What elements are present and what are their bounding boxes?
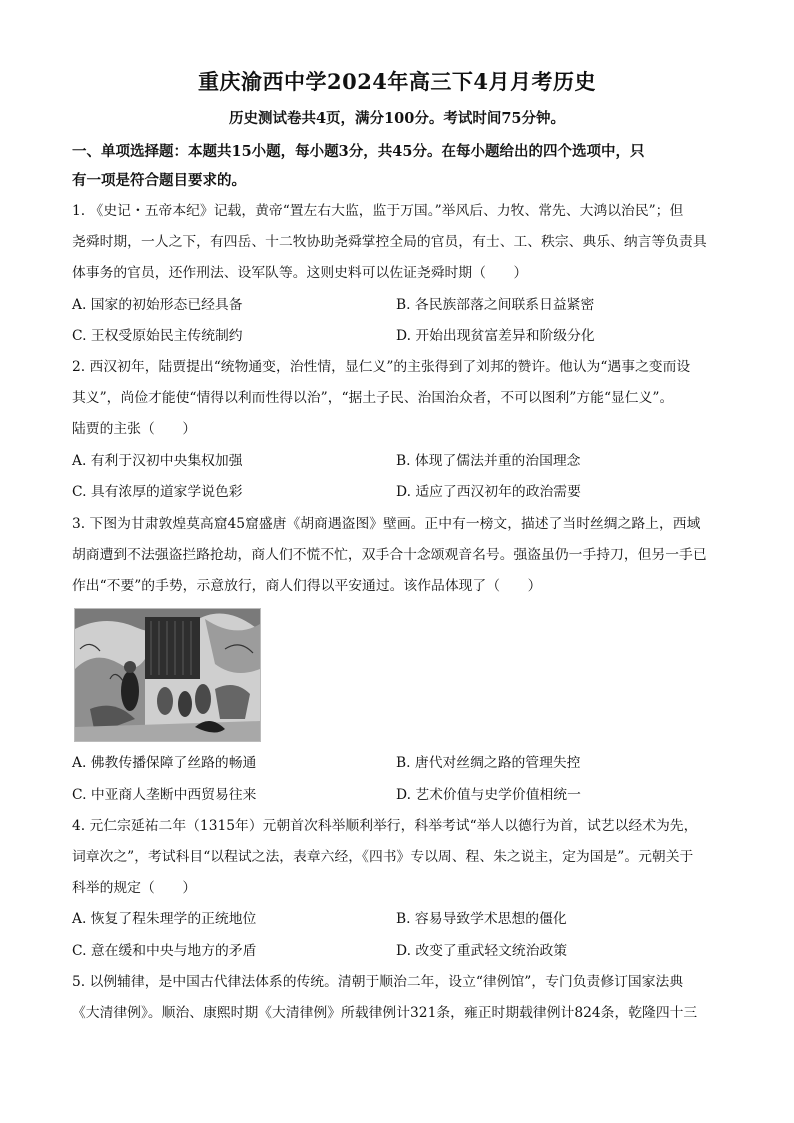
q2-stem-line-1: 2. 西汉初年，陆贾提出“统物通变，治性情，显仁义”的主张得到了刘邦的赞许。他认为“遇事之变而设 [72, 359, 691, 375]
q2-option-d[interactable]: D. 适应了西汉初年的政治需要 [396, 484, 581, 500]
q2-option-c[interactable]: C. 具有浓厚的道家学说色彩 [72, 484, 243, 500]
mural-image [74, 608, 261, 742]
q1-option-a[interactable]: A. 国家的初始形态已经具备 [72, 297, 243, 313]
q4-option-c[interactable]: C. 意在缓和中央与地方的矛盾 [72, 943, 257, 959]
exam-subtitle: 历史测试卷共4页，满分100分。考试时间75分钟。 [228, 110, 566, 127]
q1-stem-line-1: 1. 《史记・五帝本纪》记载，黄帝“置左右大监，监于万国。”举风后、力牧、常先、大鸿以治民”；但 [72, 203, 684, 219]
q4-stem-line-2: 词章次之”，考试科目“以程试之法，表章六经，《四书》专以周、程、朱之说主，定为国是”。元朝关于 [72, 849, 694, 865]
q3-stem-line-3: 作出“不要”的手势，示意放行，商人们得以平安通过。该作品体现了（ ） [72, 578, 542, 594]
q2-option-a[interactable]: A. 有利于汉初中央集权加强 [72, 453, 243, 469]
q3-option-c[interactable]: C. 中亚商人垄断中西贸易往来 [72, 787, 257, 803]
q2-stem-line-2: 其义”，尚俭才能使“情得以利而性得以治”，“据土子民、治国治众者，不可以图利”方能“显仁义”。 [72, 390, 674, 406]
q4-option-b[interactable]: B. 容易导致学术思想的僵化 [396, 911, 567, 927]
q3-option-b[interactable]: B. 唐代对丝绸之路的管理失控 [396, 755, 581, 771]
q1-option-d[interactable]: D. 开始出现贫富差异和阶级分化 [396, 328, 595, 344]
q4-option-a[interactable]: A. 恢复了程朱理学的正统地位 [72, 911, 257, 927]
q4-stem-line-1: 4. 元仁宗延祐二年（1315年）元朝首次科举顺利举行，科举考试“举人以德行为首，试艺以经术为先， [72, 818, 698, 834]
exam-title: 重庆渝西中学2024年高三下4月月考历史 [197, 69, 597, 94]
mural-illustration [75, 609, 260, 741]
q3-option-a[interactable]: A. 佛教传播保障了丝路的畅通 [72, 755, 257, 771]
section-heading-line-2: 有一项是符合题目要求的。 [72, 172, 246, 189]
q1-option-c[interactable]: C. 王权受原始民主传统制约 [72, 328, 243, 344]
q4-stem-line-3: 科举的规定（ ） [72, 880, 197, 896]
q4-option-d[interactable]: D. 改变了重武轻文统治政策 [396, 943, 568, 959]
q3-stem-line-2: 胡商遭到不法强盗拦路抢劫，商人们不慌不忙，双手合十念颂观音名号。强盗虽仍一手持刀，但另一手已 [72, 547, 707, 563]
section-heading-line-1: 一、单项选择题：本题共15小题，每小题3分，共45分。在每小题给出的四个选项中，只 [72, 143, 645, 160]
q2-option-b[interactable]: B. 体现了儒法并重的治国理念 [396, 453, 581, 469]
section-heading [72, 137, 726, 195]
q1-stem-line-2: 尧舜时期，一人之下，有四岳、十二牧协助尧舜掌控全局的官员，有士、工、秩宗、典乐、纳言等负责具 [72, 234, 707, 250]
q2-stem-line-3: 陆贾的主张（ ） [72, 421, 197, 437]
q5-stem-line-2: 《大清律例》。顺治、康熙时期《大清律例》所载律例计321条，雍正时期载律例计824条，乾隆四十三 [72, 1005, 698, 1021]
q5-stem-line-1: 5. 以例辅律，是中国古代律法体系的传统。清朝于顺治二年，设立“律例馆”，专门负责修订国家法典 [72, 974, 684, 990]
q3-option-d[interactable]: D. 艺术价值与史学价值相统一 [396, 787, 581, 803]
q3-stem-line-1: 3. 下图为甘肃敦煌莫高窟45窟盛唐《胡商遇盗图》壁画。正中有一榜文，描述了当时丝绸之路上，西域 [72, 516, 701, 532]
q1-option-b[interactable]: B. 各民族部落之间联系日益紧密 [396, 297, 595, 313]
q1-stem-line-3: 体事务的官员，还作刑法、设军队等。这则史料可以佐证尧舜时期（ ） [72, 265, 528, 281]
